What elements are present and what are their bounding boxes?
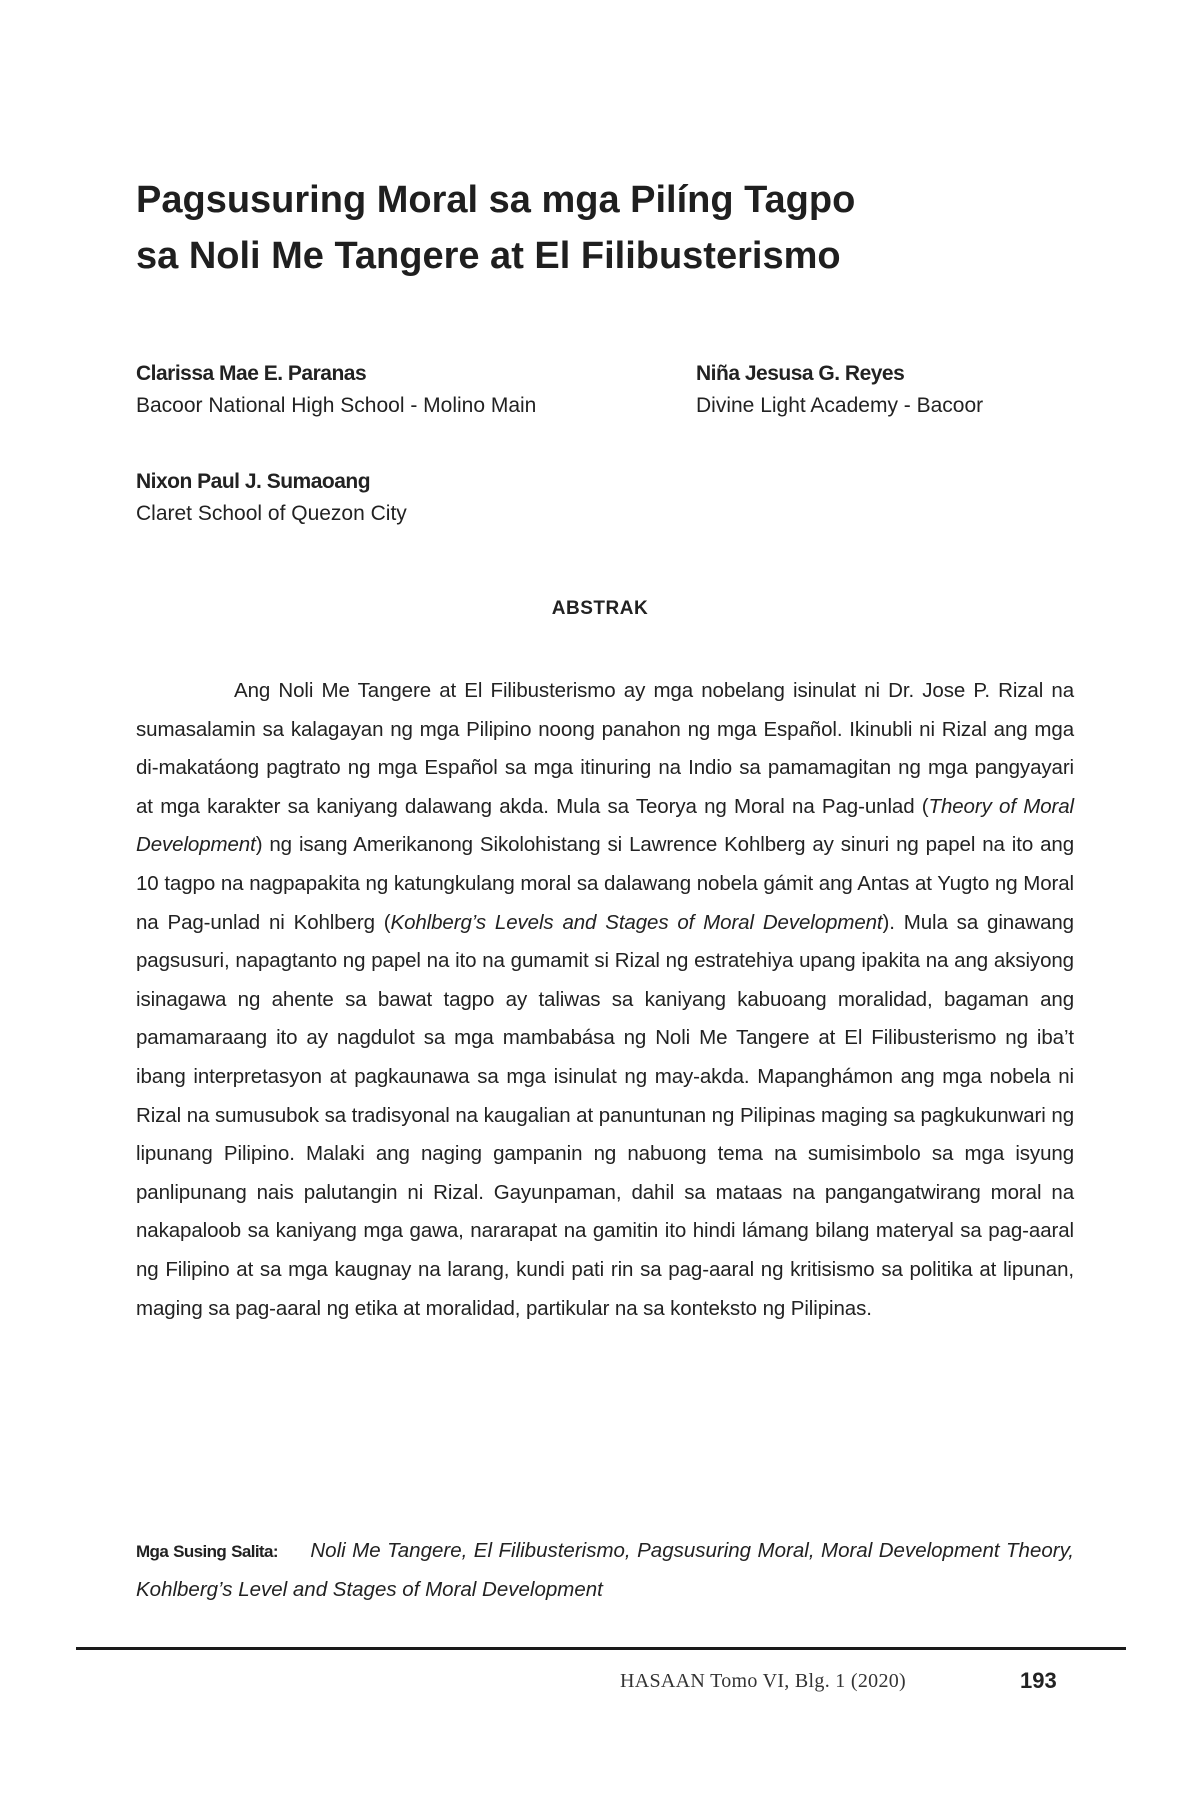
abstract-text-1: Ang Noli Me Tangere at El Filibusterismo ay mga nobelang isinulat ni Dr. Jose P. Rizal na sumasalamin sa kalagayan ng mga Pilipino noong panahon ng mga Español. Ikinubli ni Rizal ang mga di-makatáong pagtrato ng mga Español sa mga itinuring na Indio sa pamamagitan ng mga pangyayari at mga karakter sa kaniyang dalawang akda. Mula sa Teorya ng Moral na Pag-unlad ( — [136, 679, 1074, 818]
journal-citation: HASAAN Tomo VI, Blg. 1 (2020) — [620, 1670, 907, 1692]
abstract-paragraph — [136, 672, 1074, 1328]
author-name: Clarissa Mae E. Paranas — [136, 362, 367, 385]
abstract-text-3: ). Mula sa ginawang pagsusuri, napagtanto ng papel na ito na gumamit si Rizal ng estratehiya upang ipakita na ang aksiyong isinagawa ng ahente sa bawat tagpo ay taliwas sa kaniyang kabuoang moralidad, bagaman ang pamamaraang ito ay nagdulot sa mga mambabása ng Noli Me Tangere at El Filibusterismo ng iba’t ibang interpretasyon at pagkaunawa sa mga isinulat ng may-akda. Mapanghámon ang mga nobela ni Rizal na sumusubok sa tradisyonal na kaugalian at panuntunan ng Pilipinas maging sa pagkukunwari ng lipunang Pilipino. Malaki ang naging gampanin ng nabuong tema na sumisimbolo sa mga isyung panlipunang nais palutangin ni Rizal. Gayunpaman, dahil sa mataas na pangangatwirang moral na nakapaloob sa kaniyang mga gawa, nararapat na gamitin ito hindi lámang bilang materyal sa pag-aaral ng Filipino at sa mga kaugnay na larang, kundi pati rin sa pag-aaral ng kritisismo sa politika at lipunan, maging sa pag-aaral ng etika at moralidad, partikular na sa konteksto ng Pilipinas. — [136, 910, 1074, 1320]
author-affiliation: Bacoor National High School - Molino Main — [136, 394, 537, 417]
author-affiliation: Claret School of Quezon City — [136, 502, 407, 525]
abstract-heading: ABSTRAK — [551, 598, 649, 619]
keywords-label: Mga Susing Salita: — [136, 1542, 278, 1561]
author-block — [696, 358, 983, 422]
keywords-text: Noli Me Tangere, El Filibusterismo, Pagsusuring Moral, Moral Development Theory, Kohlberg’s Level and Stages of Moral Development — [136, 1539, 1074, 1601]
author-name: Niña Jesusa G. Reyes — [696, 362, 905, 385]
abstract-italic-2: Kohlberg’s Levels and Stages of Moral Development — [390, 910, 883, 934]
title-line-1: Pagsusuring Moral sa mga Pilíng Tagpo — [136, 179, 856, 221]
title-line-2: sa Noli Me Tangere at El Filibusterismo — [136, 235, 841, 277]
footer-rule — [76, 1647, 1126, 1650]
author-block — [136, 358, 536, 422]
author-affiliation: Divine Light Academy - Bacoor — [696, 394, 984, 417]
page-number: 193 — [1020, 1668, 1057, 1693]
author-name: Nixon Paul J. Sumaoang — [136, 470, 371, 493]
keywords-block — [136, 1532, 1074, 1609]
abstract-text-2: ) ng isang Amerikanong Sikolohistang si Lawrence Kohlberg ay sinuri ng papel na ito ang 10 tagpo na nagpapakita ng katungkulang moral sa dalawang nobela gámit ang Antas at Yugto ng Moral na Pag-unlad ni Kohlberg ( — [136, 833, 1074, 934]
article-title — [136, 172, 1036, 284]
author-block — [136, 466, 407, 530]
abstract-italic-1: Theory of Moral Development — [136, 794, 1074, 857]
